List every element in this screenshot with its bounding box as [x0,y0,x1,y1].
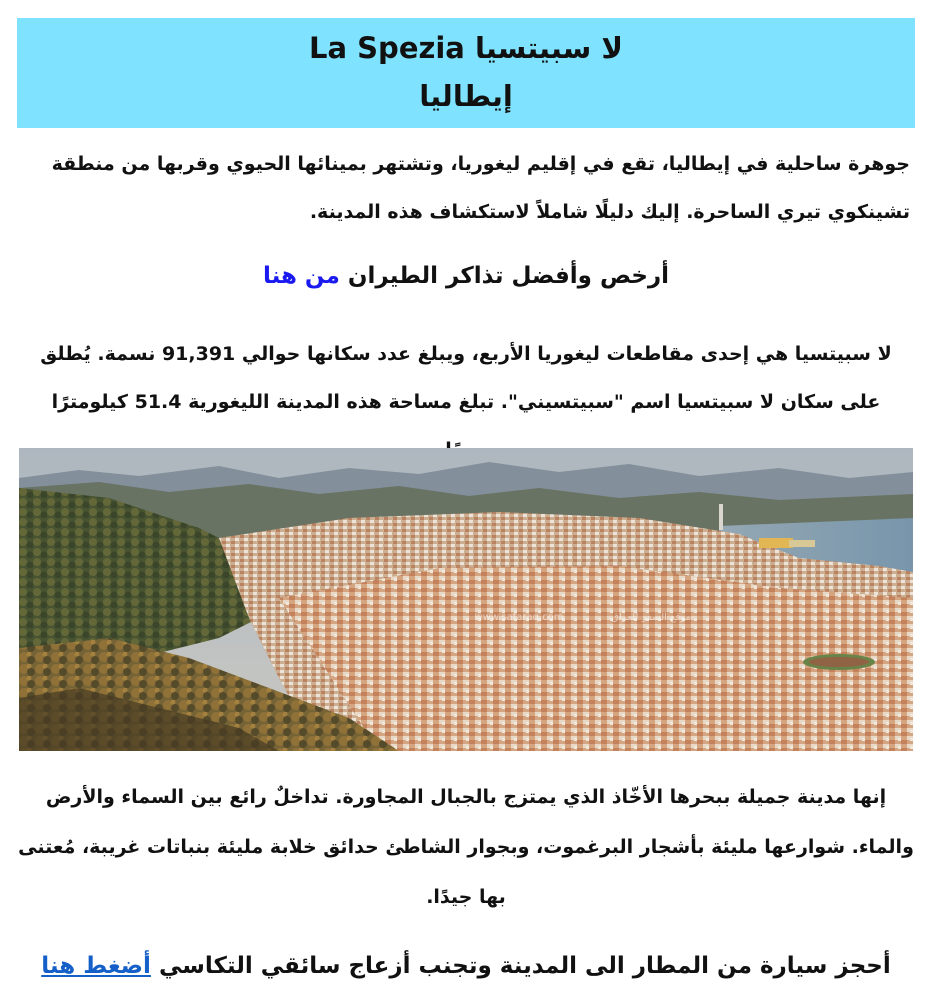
info-paragraph: لا سبيتسيا هي إحدى مقاطعات ليغوريا الأربع، ويبلغ عدد سكانها حوالي 91,391 نسمة. يُطلق على سكان لا سبيتسيا اسم "سبيتسيني". تبلغ مساحة هذه المدينة الليغورية 51.4 كيلومترًا [40,343,892,413]
page-subtitle-country: إيطاليا [419,79,513,113]
flights-link[interactable]: من هنا [262,263,340,289]
title-banner [17,18,915,128]
car-booking-text: أحجز سيارة من المطار الى المدينة وتجنب أزعاج سائقي التكاسي [158,953,891,979]
photo-watermark-url: www.safaraq.com [474,612,564,623]
intro-paragraph: جوهرة ساحلية في إيطاليا، تقع في إقليم ليغوريا، وتشتهر بمينائها الحيوي وقربها من منطقة تشينكوي تيري الساحرة. إليك دليلًا شاملاً لاستكشاف هذه المدينة. [51,153,910,223]
page-title: لا سبيتسيا La Spezia [309,31,623,65]
flights-promo-text: أرخص وأفضل تذاكر الطيران [347,263,670,289]
car-booking-promo [17,940,915,992]
car-booking-link[interactable]: أضغط هنا [41,953,151,979]
description-paragraph: إنها مدينة جميلة ببحرها الأخّاذ الذي يمتزج بالجبال المجاورة. تداخلٌ رائع بين السماء والأرض والماء. شوارعها مليئة بأشجار البرغموت، وبجوار الشاطئ حدائق خلابة مليئة بنباتات غريبة، مُعتنى بها جيدًا. [18,786,914,908]
city-panorama-photo [19,448,913,751]
photo-watermark-text: موقع السفر للعراق [611,612,691,623]
flights-promo [17,252,915,300]
